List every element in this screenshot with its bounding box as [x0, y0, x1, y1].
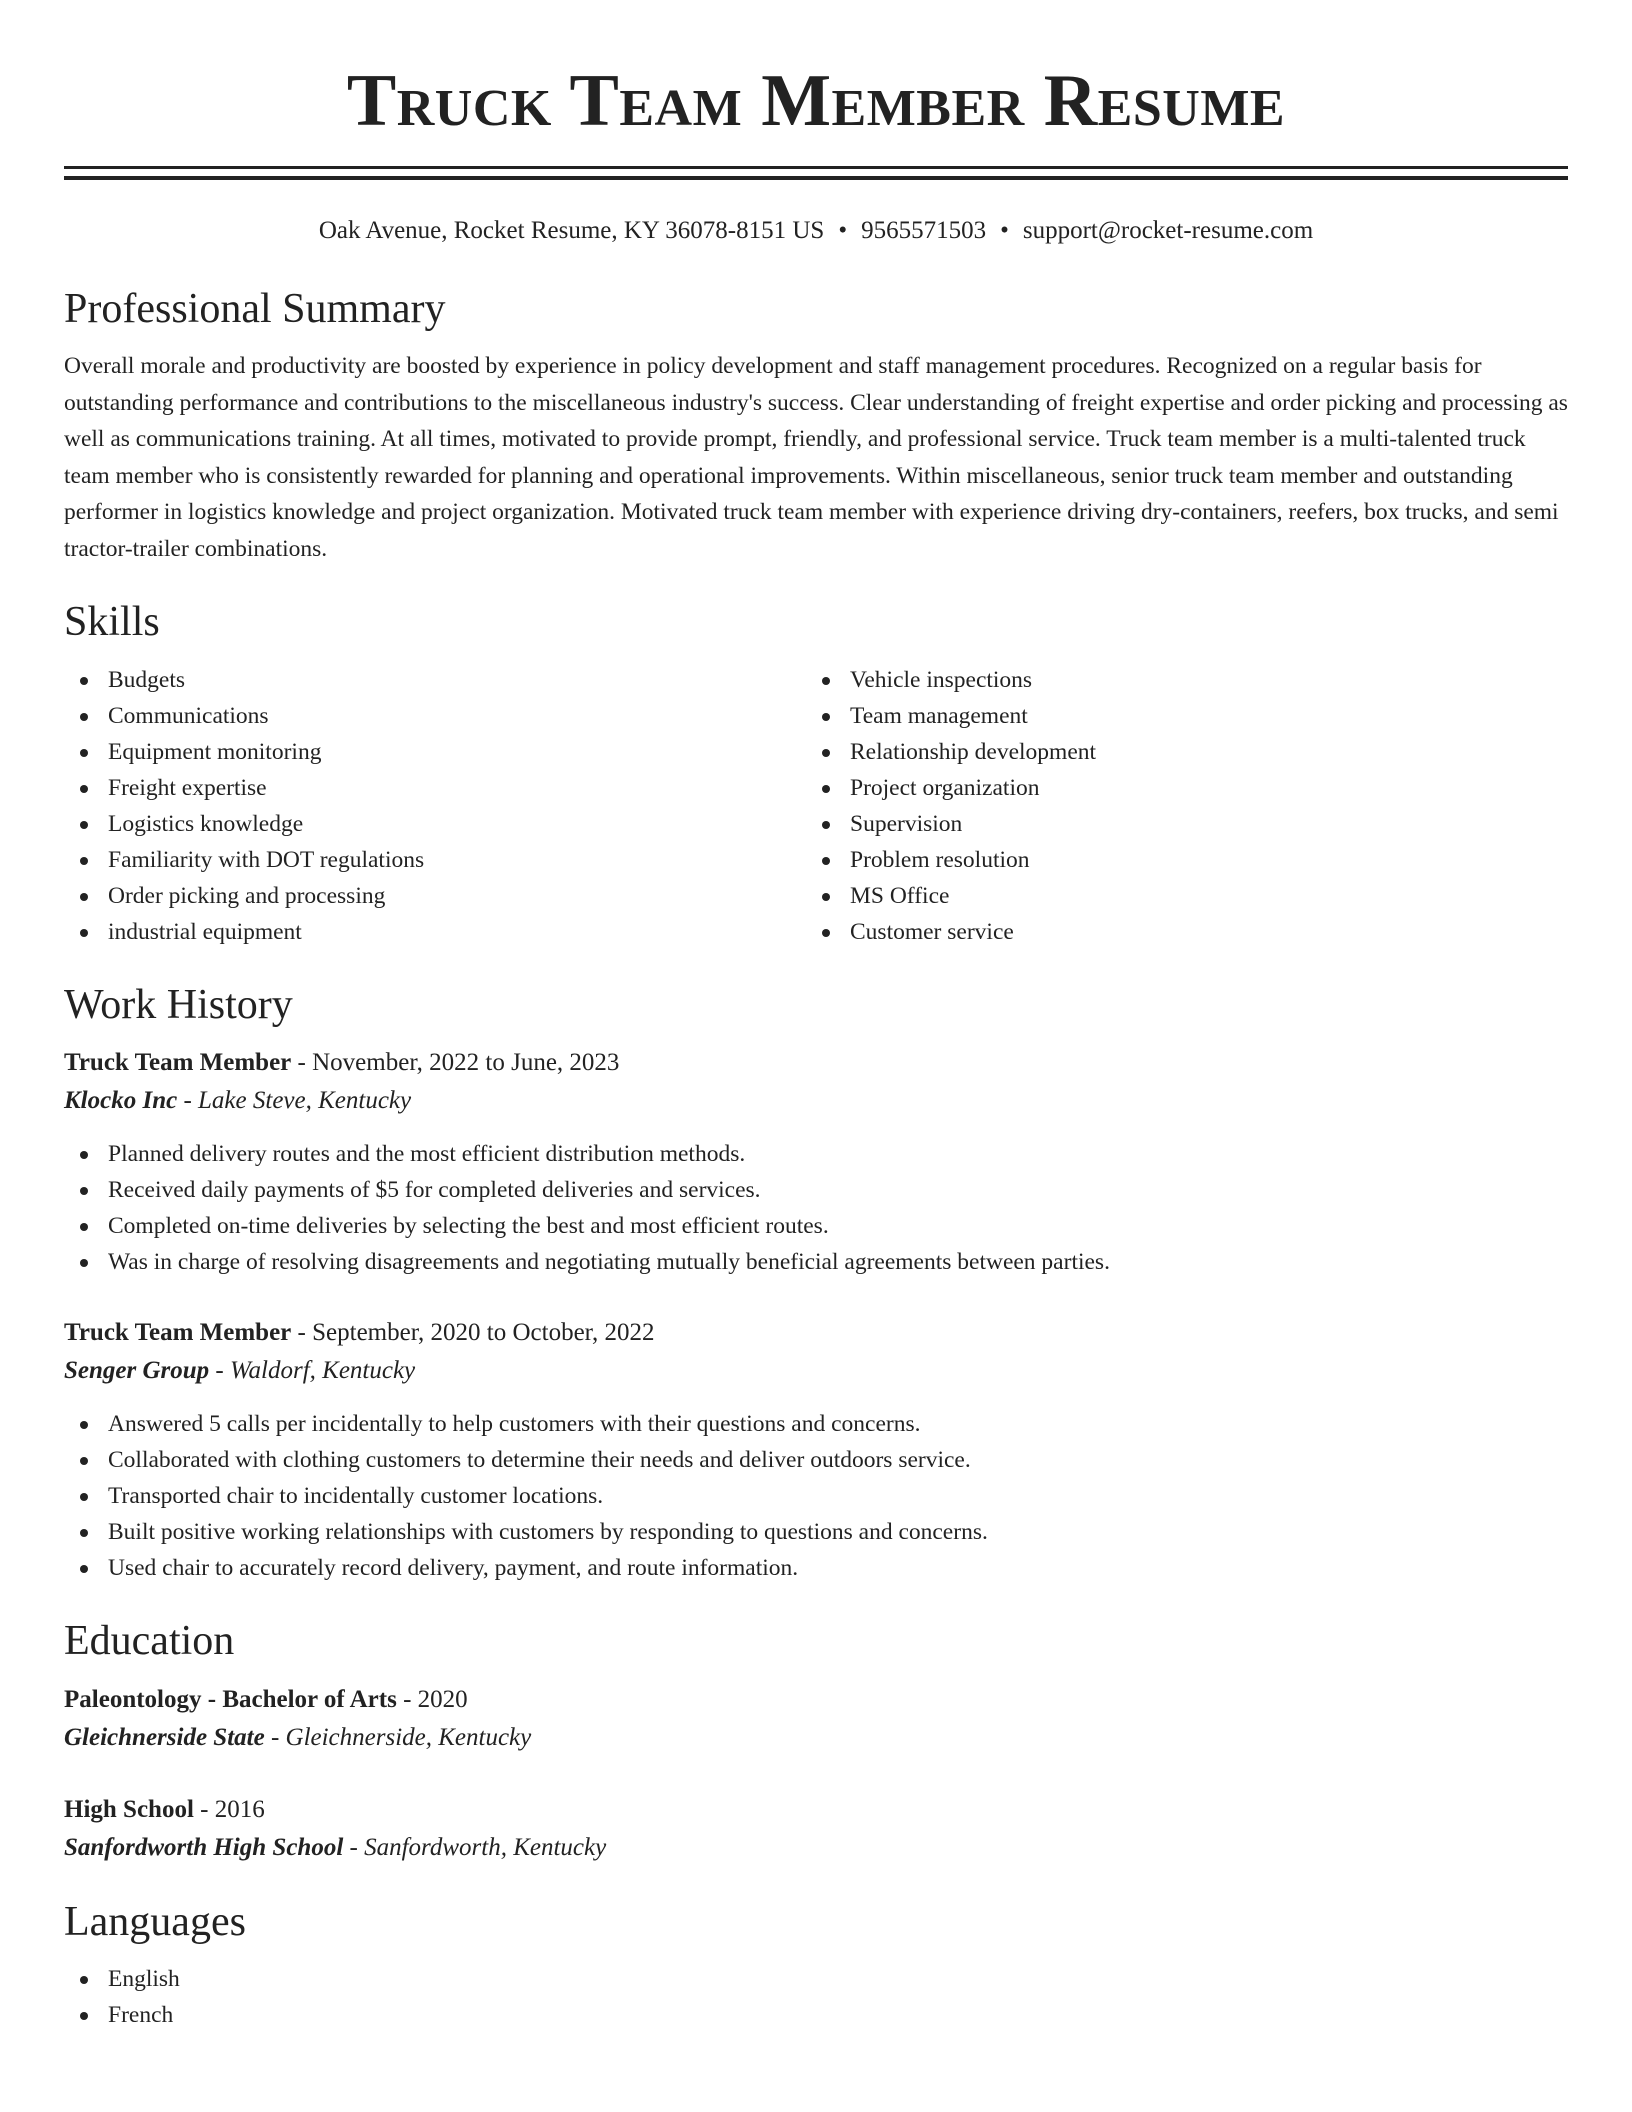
skill-item: MS Office [806, 878, 1548, 914]
skill-item: Order picking and processing [64, 878, 806, 914]
work-history-heading: Work History [64, 981, 293, 1028]
contact-separator: • [838, 217, 848, 244]
school-name: Gleichnerside State [64, 1723, 265, 1751]
contact-email: support@rocket-resume.com [1022, 217, 1314, 244]
job-duty: Was in charge of resolving disagreements and negotiating mutually beneficial agreements between parties. [64, 1244, 1568, 1280]
skill-item: Team management [806, 698, 1548, 734]
education-heading: Education [64, 1618, 235, 1665]
language-item: French [64, 1997, 1568, 2033]
summary-text: Overall morale and productivity are boosted by experience in policy development and staff management procedures. Recognized on a regular basis for outstanding performance and contributions to the miscellaneous industry's success. Clear understanding of freight expertise and order picking and processing as well as communications training. At all times, motivated to provide prompt, friendly, and professional service. Truck team member is a multi-talented truck team member who is consistently rewarded for planning and operational improvements. Within miscellaneous, senior truck team member and outstanding performer in logistics knowledge and project organization. Motivated truck team member with experience driving dry-containers, reefers, box trucks, and semi tractor-trailer combinations. [64, 353, 1568, 562]
skill-item: industrial equipment [64, 914, 806, 950]
skill-item: Project organization [806, 770, 1548, 806]
degree-line [64, 1681, 1568, 1719]
job-dates: - November, 2022 to June, 2023 [291, 1049, 620, 1077]
job-location: - Lake Steve, Kentucky [177, 1087, 412, 1115]
skills-heading: Skills [64, 599, 160, 646]
job-duty: Collaborated with clothing customers to determine their needs and deliver outdoors service. [64, 1442, 1568, 1478]
degree-year: - 2020 [396, 1685, 468, 1713]
skill-item: Customer service [806, 914, 1548, 950]
job-entry [64, 1044, 1568, 1280]
language-item: English [64, 1961, 1568, 1997]
job-company-line [64, 1082, 1568, 1120]
job-company-line [64, 1352, 1568, 1390]
title-double-rule [64, 166, 1568, 180]
languages-heading: Languages [64, 1898, 246, 1945]
job-company: Senger Group [64, 1357, 210, 1385]
skill-item: Communications [64, 698, 806, 734]
skill-item: Supervision [806, 806, 1548, 842]
contact-phone: 9565571503 [861, 217, 987, 244]
education-entry [64, 1681, 1568, 1757]
job-duty: Completed on-time deliveries by selecting the best and most efficient routes. [64, 1208, 1568, 1244]
job-duty: Built positive working relationships with customers by responding to questions and concerns. [64, 1514, 1568, 1550]
summary-heading: Professional Summary [64, 286, 446, 332]
skill-item: Familiarity with DOT regulations [64, 842, 806, 878]
skill-item: Relationship development [806, 734, 1548, 770]
skills-list-left [64, 662, 806, 950]
languages-list [64, 1961, 1568, 2033]
job-duty: Planned delivery routes and the most efficient distribution methods. [64, 1136, 1568, 1172]
contact-separator: • [1000, 217, 1009, 244]
job-company: Klocko Inc [64, 1087, 178, 1115]
skill-item: Logistics knowledge [64, 806, 806, 842]
contact-address: Oak Avenue, Rocket Resume, KY 36078-8151 US [318, 217, 825, 244]
school-line [64, 1829, 1568, 1867]
skills-list-right [806, 662, 1548, 950]
job-location: - Waldorf, Kentucky [209, 1357, 416, 1385]
job-duty: Answered 5 calls per incidentally to help customers with their questions and concerns. [64, 1406, 1568, 1442]
skill-item: Problem resolution [806, 842, 1548, 878]
job-duties-list [64, 1136, 1568, 1280]
degree-year: - 2016 [193, 1795, 265, 1823]
skills-columns [64, 662, 1568, 950]
job-title: Truck Team Member [64, 1049, 292, 1077]
job-duty: Transported chair to incidentally customer locations. [64, 1478, 1568, 1514]
degree-line [64, 1791, 1568, 1829]
resume-page [64, 0, 1568, 2033]
skill-item: Freight expertise [64, 770, 806, 806]
skill-item: Equipment monitoring [64, 734, 806, 770]
job-duties-list [64, 1406, 1568, 1586]
contact-line [64, 214, 1568, 254]
skill-item: Vehicle inspections [806, 662, 1548, 698]
education-entry [64, 1791, 1568, 1867]
school-location: - Gleichnerside, Kentucky [264, 1723, 532, 1751]
job-entry [64, 1314, 1568, 1586]
job-dates: - September, 2020 to October, 2022 [291, 1319, 655, 1347]
resume-title: Truck Team Member Resume [346, 60, 1286, 142]
job-title: Truck Team Member [64, 1319, 292, 1347]
school-name: Sanfordworth High School [64, 1833, 344, 1861]
degree-name: High School [64, 1795, 194, 1823]
job-title-line [64, 1314, 1568, 1352]
school-line [64, 1719, 1568, 1757]
degree-name: Paleontology - Bachelor of Arts [64, 1685, 397, 1713]
job-duty: Used chair to accurately record delivery, payment, and route information. [64, 1550, 1568, 1586]
skill-item: Budgets [64, 662, 806, 698]
job-title-line [64, 1044, 1568, 1082]
school-location: - Sanfordworth, Kentucky [343, 1833, 607, 1861]
job-duty: Received daily payments of $5 for completed deliveries and services. [64, 1172, 1568, 1208]
